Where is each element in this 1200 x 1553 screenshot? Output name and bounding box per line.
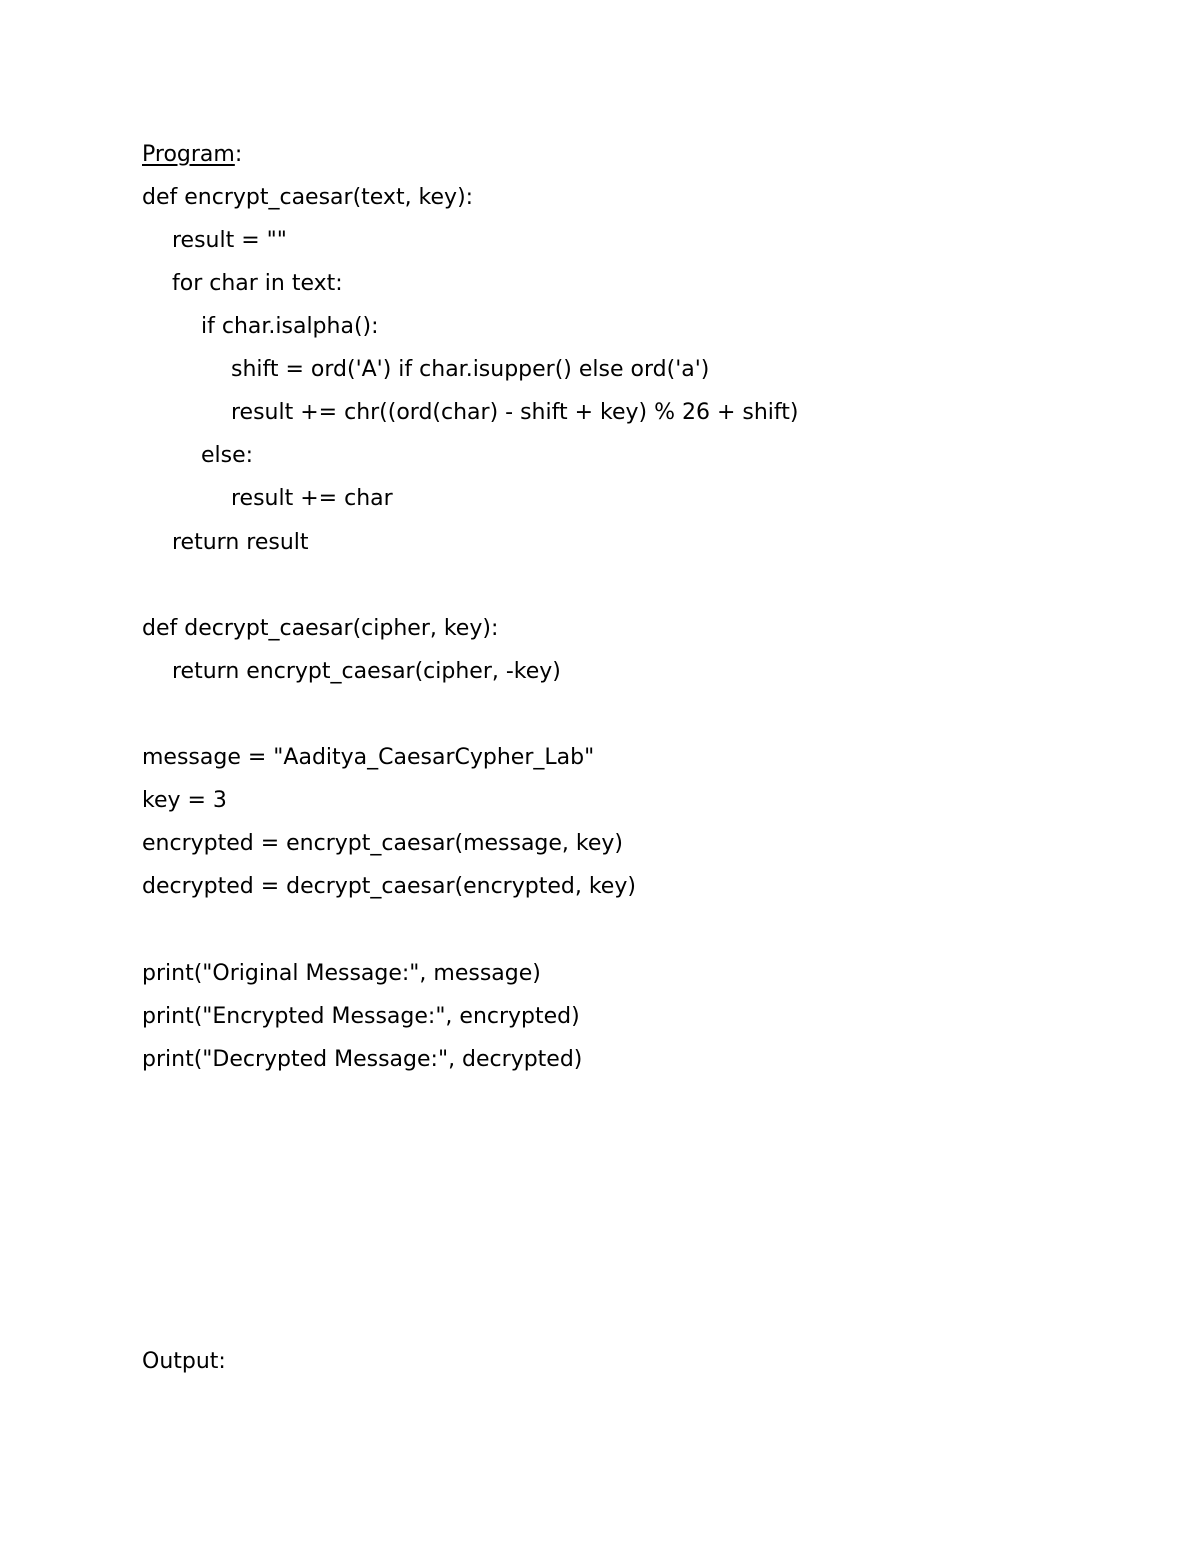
code-line: message = "Aaditya_CaesarCypher_Lab" — [142, 745, 595, 770]
program-heading — [142, 140, 242, 170]
code-line: for char in text: — [172, 271, 343, 296]
output-heading: Output: — [142, 1349, 226, 1374]
code-line: result += chr((ord(char) - shift + key) % 26 + shift) — [231, 400, 799, 425]
program-heading-label: Program — [142, 142, 235, 167]
code-line: if char.isalpha(): — [201, 314, 379, 339]
code-line: result += char — [231, 486, 393, 511]
code-line: def encrypt_caesar(text, key): — [142, 185, 474, 210]
code-line: else: — [201, 443, 254, 468]
program-heading-colon: : — [234, 142, 243, 167]
code-line: encrypted = encrypt_caesar(message, key) — [142, 831, 624, 856]
code-line: return encrypt_caesar(cipher, -key) — [172, 659, 561, 684]
code-line: result = "" — [172, 228, 287, 253]
code-line: print("Encrypted Message:", encrypted) — [142, 1004, 580, 1029]
code-line: key = 3 — [142, 788, 227, 813]
code-line: shift = ord('A') if char.isupper() else ord('a') — [231, 357, 710, 382]
code-line: print("Decrypted Message:", decrypted) — [142, 1047, 583, 1072]
code-line: return result — [172, 530, 309, 555]
code-line: print("Original Message:", message) — [142, 961, 541, 986]
code-line: def decrypt_caesar(cipher, key): — [142, 616, 499, 641]
code-line: decrypted = decrypt_caesar(encrypted, key) — [142, 874, 636, 899]
